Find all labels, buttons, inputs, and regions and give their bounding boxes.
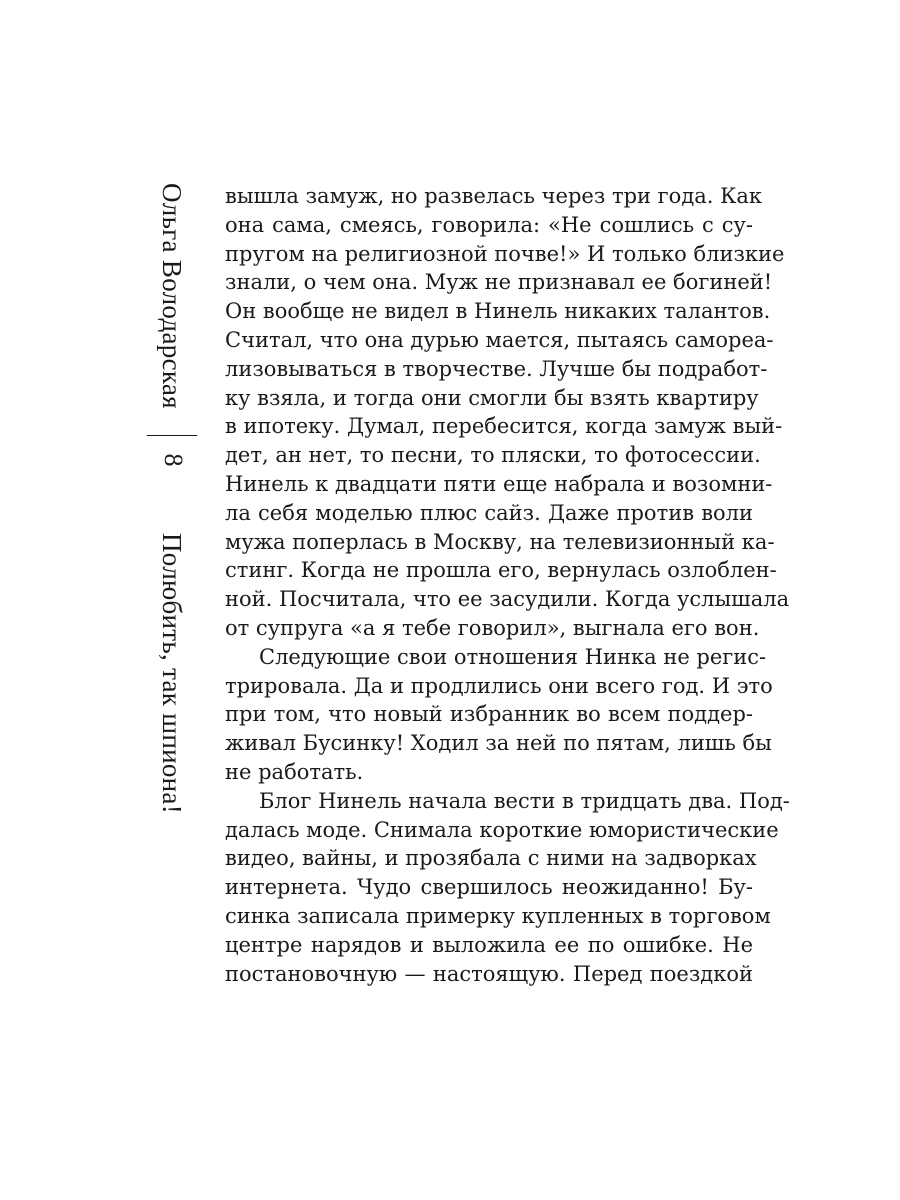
- text-line: вышла замуж, но развелась через три года. Как: [225, 184, 763, 208]
- paragraph-1: [225, 182, 790, 643]
- text-line: знали, о чем она. Муж не признавал ее богиней!: [225, 270, 773, 295]
- text-line: она сама, смеясь, говорила: «Не сошлись с су-: [225, 212, 753, 237]
- body-text: [225, 182, 790, 988]
- text-line: синка записала примерку купленных в торговом: [225, 903, 771, 928]
- text-line: мужа поперлась в Москву, на телевизионный ка-: [225, 529, 775, 554]
- text-line: постановочную — настоящую. Перед поездкой: [225, 961, 753, 986]
- text-line: Он вообще не видел в Нинель никаких талантов.: [225, 299, 771, 324]
- paragraph-3: [225, 787, 790, 989]
- text-line: ку взяла, и тогда они смогли бы взять квартиру: [225, 385, 759, 410]
- text-line: трировала. Да и продлились они всего год. И это: [225, 673, 773, 698]
- running-head-author: Ольга Володарская: [157, 183, 187, 409]
- text-line: стинг. Когда не прошла его, вернулась озлоблен-: [225, 558, 777, 583]
- text-line: Блог Нинель начала вести в тридцать два. Под-: [259, 788, 790, 813]
- text-line: ла себя моделью плюс сайз. Даже против воли: [225, 500, 753, 525]
- text-line: Нинель к двадцати пяти еще набрала и возомни-: [225, 471, 773, 496]
- text-line: не работать.: [225, 759, 364, 784]
- text-line: Считал, что она дурью мается, пытаясь самореа-: [225, 327, 774, 352]
- text-line: центре нарядов и выложила ее по ошибке. Не: [225, 932, 753, 957]
- page-number: 8: [159, 453, 188, 467]
- running-head: [143, 183, 203, 833]
- text-line: в ипотеку. Думал, перебесится, когда замуж вый-: [225, 414, 783, 439]
- text-line: при том, что новый избранник во всем поддер-: [225, 702, 753, 727]
- text-line: пругом на религиозной почве!» И только близкие: [225, 241, 785, 266]
- text-line: далась моде. Снимала короткие юмористические: [225, 817, 779, 842]
- text-line: ной. Посчитала, что ее засудили. Когда услышала: [225, 587, 790, 612]
- text-line: дет, ан нет, то песни, то пляски, то фотосессии.: [225, 443, 761, 468]
- text-line: живал Бусинку! Ходил за ней по пятам, лишь бы: [225, 731, 772, 756]
- text-line: Следующие свои отношения Нинка не регис-: [259, 644, 767, 669]
- paragraph-2: [225, 643, 773, 787]
- text-line: видео, вайны, и прозябала с ними на задворках: [225, 846, 757, 871]
- running-head-book-title: Полюбить, так шпиона!: [157, 533, 187, 814]
- text-line: от супруга «а я тебе говорил», выгнала его вон.: [225, 615, 760, 640]
- text-line: интернета. Чудо свершилось неожиданно! Бу-: [225, 875, 753, 900]
- text-line: лизовываться в творчестве. Лучше бы подработ-: [225, 356, 768, 381]
